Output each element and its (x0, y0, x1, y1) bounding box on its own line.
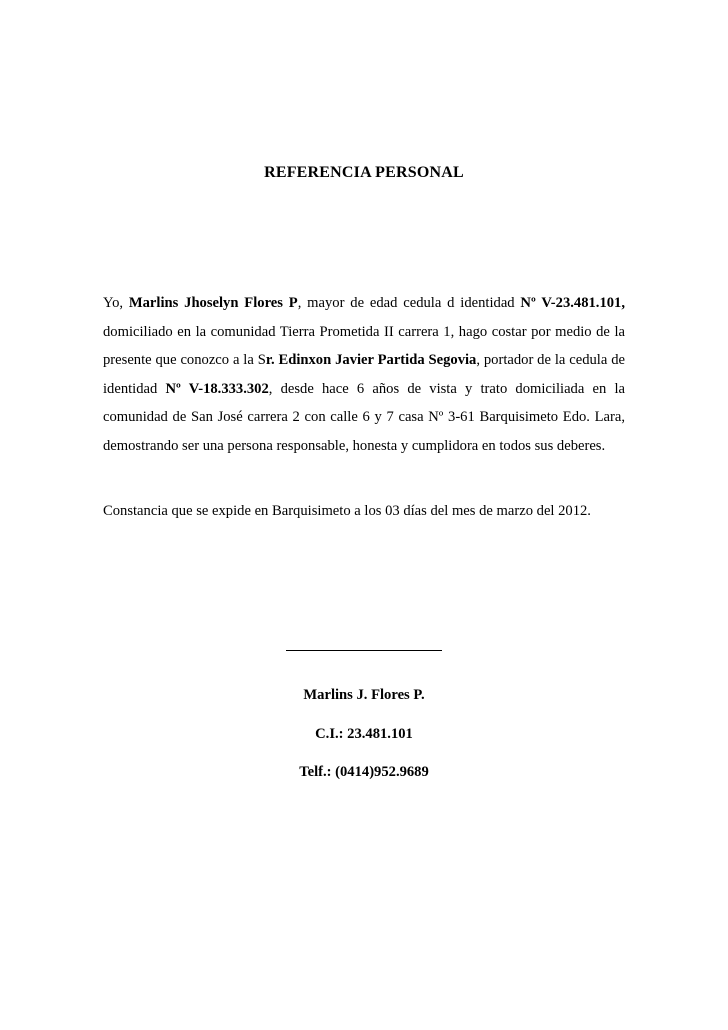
reference-paragraph (103, 289, 625, 461)
referee-id: Nº V-18.333.302 (165, 380, 269, 397)
signer-name: Marlins J. Flores P. (303, 687, 425, 703)
referrer-name: Marlins Jhoselyn Flores P (128, 295, 298, 311)
paragraph-text: domiciliado en la comunidad Tierra Prometida II carrera 1, hago costar por medio de la presente que conozco a la S (103, 323, 625, 369)
paragraph-text: , portador de la cedula de identidad (103, 352, 625, 397)
signer-ci: C.I.: 23.481.101 (315, 726, 413, 742)
document-title: REFERENCIA PERSONAL (264, 164, 464, 181)
referrer-id: Nº V-23.481.101, (520, 295, 625, 311)
paragraph-text: , desde hace 6 años de vista y trato domiciliada en la comunidad de San José carrera 2 con calle 6 y 7 casa Nº 3-61 Barquisimeto Edo. Lara, demostrando ser una persona responsable, honesta y cumplidora en todos sus deberes. (103, 380, 625, 454)
signature-line (286, 650, 442, 651)
referee-name: r. Edinxon Javier Partida Segovia (265, 352, 477, 369)
signer-phone: Telf.: (0414)952.9689 (299, 764, 429, 780)
constancia-statement: Constancia que se expide en Barquisimeto a los 03 días del mes de marzo del 2012. (103, 503, 591, 519)
paragraph-text: Yo, (103, 295, 129, 311)
paragraph-text: , mayor de edad cedula d identidad (297, 295, 521, 311)
